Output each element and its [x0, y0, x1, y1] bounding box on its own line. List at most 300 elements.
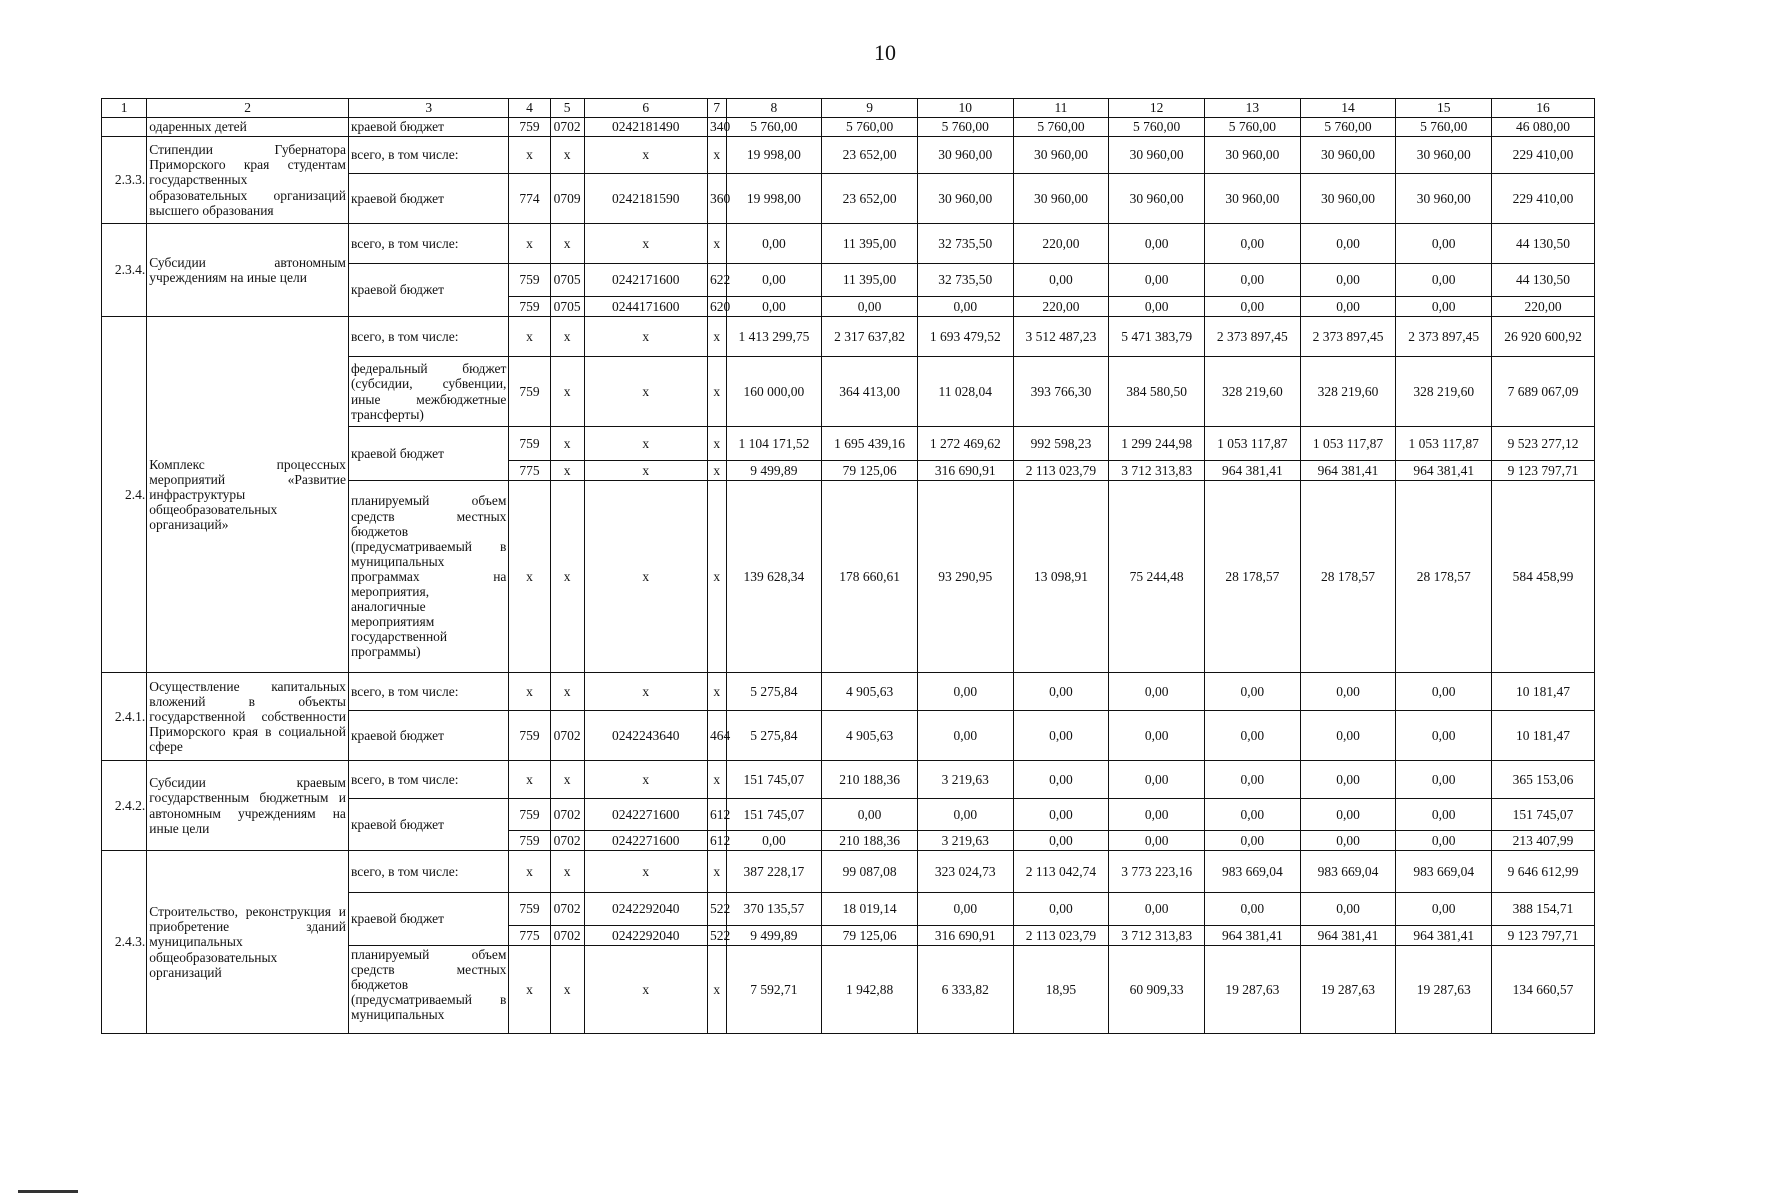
funding-source-cell: краевой бюджет: [348, 174, 509, 224]
amount-cell: 0,00: [1300, 264, 1396, 297]
amount-cell: 1 104 171,52: [726, 427, 822, 461]
amount-cell: 30 960,00: [1013, 174, 1109, 224]
code-cell: х: [550, 317, 584, 357]
code-cell: х: [584, 357, 707, 427]
amount-cell: 7 592,71: [726, 946, 822, 1034]
amount-cell: 0,00: [1300, 831, 1396, 851]
amount-cell: 0,00: [1300, 711, 1396, 761]
amount-cell: 5 760,00: [1109, 118, 1205, 137]
amount-cell: 0,00: [1396, 264, 1492, 297]
amount-cell: 3 219,63: [917, 761, 1013, 799]
table-row: [102, 224, 1595, 264]
total-cell: 9 646 612,99: [1492, 851, 1595, 893]
code-cell: 0242271600: [584, 799, 707, 831]
total-cell: 229 410,00: [1492, 174, 1595, 224]
total-cell: 584 458,99: [1492, 481, 1595, 673]
amount-cell: 3 712 313,83: [1109, 926, 1205, 946]
amount-cell: 387 228,17: [726, 851, 822, 893]
code-cell: х: [584, 427, 707, 461]
column-header: 16: [1492, 99, 1595, 118]
code-cell: 775: [509, 461, 550, 481]
amount-cell: 178 660,61: [822, 481, 918, 673]
code-cell: 0705: [550, 297, 584, 317]
amount-cell: 2 113 023,79: [1013, 926, 1109, 946]
column-numbers-row: [102, 99, 1595, 118]
amount-cell: 0,00: [1204, 799, 1300, 831]
amount-cell: 0,00: [822, 297, 918, 317]
amount-cell: 0,00: [726, 224, 822, 264]
event-name-cell: Стипендии Губернатора Приморского края студентам государственных образовательных организаций высшего образования: [147, 137, 349, 224]
amount-cell: 30 960,00: [1396, 174, 1492, 224]
column-header: 15: [1396, 99, 1492, 118]
amount-cell: 19 287,63: [1300, 946, 1396, 1034]
amount-cell: 0,00: [1013, 761, 1109, 799]
code-cell: х: [550, 357, 584, 427]
amount-cell: 30 960,00: [1109, 137, 1205, 174]
amount-cell: 0,00: [1013, 711, 1109, 761]
code-cell: 759: [509, 893, 550, 926]
amount-cell: 0,00: [1396, 224, 1492, 264]
amount-cell: 0,00: [1396, 711, 1492, 761]
amount-cell: 0,00: [726, 264, 822, 297]
amount-cell: 2 113 023,79: [1013, 461, 1109, 481]
amount-cell: 0,00: [1396, 297, 1492, 317]
code-cell: 759: [509, 297, 550, 317]
code-cell: х: [584, 673, 707, 711]
amount-cell: 1 272 469,62: [917, 427, 1013, 461]
amount-cell: 99 087,08: [822, 851, 918, 893]
amount-cell: 30 960,00: [1396, 137, 1492, 174]
amount-cell: 0,00: [726, 297, 822, 317]
funding-source-cell: всего, в том числе:: [348, 673, 509, 711]
amount-cell: 32 735,50: [917, 224, 1013, 264]
amount-cell: 30 960,00: [1204, 137, 1300, 174]
amount-cell: 5 760,00: [1396, 118, 1492, 137]
code-cell: х: [708, 851, 727, 893]
amount-cell: 328 219,60: [1396, 357, 1492, 427]
amount-cell: 5 760,00: [822, 118, 918, 137]
column-header: 6: [584, 99, 707, 118]
amount-cell: 0,00: [1109, 799, 1205, 831]
amount-cell: 3 712 313,83: [1109, 461, 1205, 481]
amount-cell: 5 275,84: [726, 673, 822, 711]
amount-cell: 983 669,04: [1396, 851, 1492, 893]
budget-table: [101, 98, 1595, 1034]
amount-cell: 0,00: [1396, 799, 1492, 831]
code-cell: 360: [708, 174, 727, 224]
code-cell: 759: [509, 831, 550, 851]
row-index-cell: 2.3.3.: [102, 137, 147, 224]
code-cell: х: [584, 224, 707, 264]
amount-cell: 5 760,00: [1013, 118, 1109, 137]
column-header: 13: [1204, 99, 1300, 118]
amount-cell: 13 098,91: [1013, 481, 1109, 673]
column-header: 5: [550, 99, 584, 118]
amount-cell: 0,00: [1300, 799, 1396, 831]
funding-source-cell: краевой бюджет: [348, 427, 509, 481]
amount-cell: 30 960,00: [1204, 174, 1300, 224]
code-cell: 0244171600: [584, 297, 707, 317]
amount-cell: 210 188,36: [822, 761, 918, 799]
amount-cell: 28 178,57: [1300, 481, 1396, 673]
total-cell: 7 689 067,09: [1492, 357, 1595, 427]
amount-cell: 0,00: [1109, 673, 1205, 711]
amount-cell: 9 499,89: [726, 926, 822, 946]
total-cell: 44 130,50: [1492, 224, 1595, 264]
amount-cell: 983 669,04: [1204, 851, 1300, 893]
amount-cell: 0,00: [1396, 761, 1492, 799]
amount-cell: 1 053 117,87: [1396, 427, 1492, 461]
column-header: 11: [1013, 99, 1109, 118]
code-cell: х: [550, 427, 584, 461]
code-cell: х: [708, 761, 727, 799]
code-cell: 0242243640: [584, 711, 707, 761]
code-cell: х: [584, 481, 707, 673]
amount-cell: 151 745,07: [726, 799, 822, 831]
total-cell: 365 153,06: [1492, 761, 1595, 799]
amount-cell: 0,00: [1109, 761, 1205, 799]
amount-cell: 19 287,63: [1204, 946, 1300, 1034]
code-cell: х: [708, 224, 727, 264]
amount-cell: 2 373 897,45: [1204, 317, 1300, 357]
amount-cell: 4 905,63: [822, 711, 918, 761]
column-header: 10: [917, 99, 1013, 118]
code-cell: х: [509, 481, 550, 673]
amount-cell: 0,00: [1109, 264, 1205, 297]
amount-cell: 0,00: [1109, 224, 1205, 264]
code-cell: х: [550, 761, 584, 799]
total-cell: 134 660,57: [1492, 946, 1595, 1034]
code-cell: х: [509, 137, 550, 174]
amount-cell: 3 512 487,23: [1013, 317, 1109, 357]
code-cell: х: [708, 137, 727, 174]
amount-cell: 1 299 244,98: [1109, 427, 1205, 461]
column-header: 7: [708, 99, 727, 118]
funding-source-cell: всего, в том числе:: [348, 224, 509, 264]
amount-cell: 3 219,63: [917, 831, 1013, 851]
column-header: 1: [102, 99, 147, 118]
row-index-cell: [102, 118, 147, 137]
amount-cell: 28 178,57: [1204, 481, 1300, 673]
code-cell: 620: [708, 297, 727, 317]
code-cell: 0242171600: [584, 264, 707, 297]
amount-cell: 1 053 117,87: [1300, 427, 1396, 461]
amount-cell: 2 113 042,74: [1013, 851, 1109, 893]
total-cell: 10 181,47: [1492, 711, 1595, 761]
code-cell: 775: [509, 926, 550, 946]
code-cell: 522: [708, 893, 727, 926]
amount-cell: 11 395,00: [822, 224, 918, 264]
amount-cell: 0,00: [1109, 831, 1205, 851]
amount-cell: 220,00: [1013, 297, 1109, 317]
funding-source-cell: краевой бюджет: [348, 799, 509, 851]
code-cell: 622: [708, 264, 727, 297]
amount-cell: 0,00: [1204, 761, 1300, 799]
amount-cell: 19 287,63: [1396, 946, 1492, 1034]
amount-cell: 30 960,00: [1300, 174, 1396, 224]
amount-cell: 30 960,00: [1300, 137, 1396, 174]
amount-cell: 220,00: [1013, 224, 1109, 264]
code-cell: 0242271600: [584, 831, 707, 851]
page-number: 10: [874, 40, 896, 65]
code-cell: 612: [708, 799, 727, 831]
code-cell: х: [550, 481, 584, 673]
code-cell: 759: [509, 264, 550, 297]
amount-cell: 11 395,00: [822, 264, 918, 297]
amount-cell: 0,00: [1109, 893, 1205, 926]
amount-cell: 0,00: [1204, 224, 1300, 264]
code-cell: х: [509, 761, 550, 799]
amount-cell: 9 499,89: [726, 461, 822, 481]
amount-cell: 0,00: [917, 297, 1013, 317]
table-row: [102, 118, 1595, 137]
amount-cell: 30 960,00: [917, 174, 1013, 224]
event-name-cell: Субсидии автономным учреждениям на иные цели: [147, 224, 349, 317]
amount-cell: 0,00: [1396, 673, 1492, 711]
amount-cell: 0,00: [1013, 264, 1109, 297]
amount-cell: 5 760,00: [1300, 118, 1396, 137]
code-cell: 0709: [550, 174, 584, 224]
amount-cell: 0,00: [1204, 893, 1300, 926]
amount-cell: 18 019,14: [822, 893, 918, 926]
funding-source-cell: планируемый объем средств местных бюджетов (предусматриваемый в муниципальных: [348, 946, 509, 1034]
total-cell: 9 123 797,71: [1492, 461, 1595, 481]
funding-source-cell: краевой бюджет: [348, 118, 509, 137]
amount-cell: 1 695 439,16: [822, 427, 918, 461]
funding-source-cell: всего, в том числе:: [348, 851, 509, 893]
amount-cell: 328 219,60: [1204, 357, 1300, 427]
amount-cell: 0,00: [917, 893, 1013, 926]
amount-cell: 0,00: [1204, 264, 1300, 297]
amount-cell: 0,00: [1204, 831, 1300, 851]
amount-cell: 210 188,36: [822, 831, 918, 851]
amount-cell: 1 693 479,52: [917, 317, 1013, 357]
code-cell: х: [584, 851, 707, 893]
code-cell: 759: [509, 427, 550, 461]
amount-cell: 32 735,50: [917, 264, 1013, 297]
amount-cell: 5 760,00: [1204, 118, 1300, 137]
code-cell: х: [509, 946, 550, 1034]
amount-cell: 364 413,00: [822, 357, 918, 427]
code-cell: 0242181490: [584, 118, 707, 137]
amount-cell: 79 125,06: [822, 461, 918, 481]
row-index-cell: 2.4.1.: [102, 673, 147, 761]
amount-cell: 0,00: [1204, 711, 1300, 761]
code-cell: х: [550, 137, 584, 174]
amount-cell: 30 960,00: [1013, 137, 1109, 174]
total-cell: 220,00: [1492, 297, 1595, 317]
amount-cell: 0,00: [917, 799, 1013, 831]
amount-cell: 316 690,91: [917, 926, 1013, 946]
row-index-cell: 2.3.4.: [102, 224, 147, 317]
total-cell: 151 745,07: [1492, 799, 1595, 831]
code-cell: 0702: [550, 711, 584, 761]
code-cell: х: [584, 946, 707, 1034]
amount-cell: 1 413 299,75: [726, 317, 822, 357]
code-cell: х: [708, 481, 727, 673]
amount-cell: 384 580,50: [1109, 357, 1205, 427]
code-cell: 612: [708, 831, 727, 851]
code-cell: 759: [509, 118, 550, 137]
amount-cell: 964 381,41: [1396, 926, 1492, 946]
code-cell: 0242292040: [584, 893, 707, 926]
code-cell: 0242181590: [584, 174, 707, 224]
amount-cell: 151 745,07: [726, 761, 822, 799]
amount-cell: 139 628,34: [726, 481, 822, 673]
amount-cell: 23 652,00: [822, 137, 918, 174]
code-cell: х: [509, 224, 550, 264]
column-header: 3: [348, 99, 509, 118]
code-cell: 774: [509, 174, 550, 224]
code-cell: х: [550, 673, 584, 711]
code-cell: х: [584, 761, 707, 799]
amount-cell: 2 373 897,45: [1396, 317, 1492, 357]
amount-cell: 0,00: [726, 831, 822, 851]
column-header: 9: [822, 99, 918, 118]
amount-cell: 0,00: [1300, 761, 1396, 799]
amount-cell: 28 178,57: [1396, 481, 1492, 673]
table-row: [102, 317, 1595, 357]
table-row: [102, 851, 1595, 893]
amount-cell: 93 290,95: [917, 481, 1013, 673]
event-name-cell: Осуществление капитальных вложений в объекты государственной собственности Приморского края в социальной сфере: [147, 673, 349, 761]
amount-cell: 19 998,00: [726, 137, 822, 174]
code-cell: х: [708, 427, 727, 461]
code-cell: 522: [708, 926, 727, 946]
amount-cell: 964 381,41: [1204, 926, 1300, 946]
amount-cell: 370 135,57: [726, 893, 822, 926]
code-cell: х: [550, 224, 584, 264]
total-cell: 9 523 277,12: [1492, 427, 1595, 461]
funding-source-cell: краевой бюджет: [348, 711, 509, 761]
amount-cell: 160 000,00: [726, 357, 822, 427]
code-cell: 759: [509, 799, 550, 831]
code-cell: х: [550, 946, 584, 1034]
column-header: 8: [726, 99, 822, 118]
code-cell: 0705: [550, 264, 584, 297]
amount-cell: 992 598,23: [1013, 427, 1109, 461]
amount-cell: 0,00: [1300, 224, 1396, 264]
amount-cell: 0,00: [1013, 799, 1109, 831]
code-cell: 340: [708, 118, 727, 137]
amount-cell: 983 669,04: [1300, 851, 1396, 893]
code-cell: 759: [509, 711, 550, 761]
code-cell: х: [584, 137, 707, 174]
column-header: 4: [509, 99, 550, 118]
funding-source-cell: всего, в том числе:: [348, 137, 509, 174]
code-cell: 0702: [550, 118, 584, 137]
amount-cell: 5 471 383,79: [1109, 317, 1205, 357]
amount-cell: 0,00: [1300, 673, 1396, 711]
code-cell: 0702: [550, 831, 584, 851]
amount-cell: 328 219,60: [1300, 357, 1396, 427]
code-cell: х: [708, 946, 727, 1034]
funding-source-cell: планируемый объем средств местных бюджетов (предусматриваемый в муниципальных программах на мероприятия, аналогичные мероприятиям государственной программы): [348, 481, 509, 673]
total-cell: 213 407,99: [1492, 831, 1595, 851]
amount-cell: 23 652,00: [822, 174, 918, 224]
funding-source-cell: всего, в том числе:: [348, 761, 509, 799]
amount-cell: 30 960,00: [1109, 174, 1205, 224]
code-cell: х: [708, 461, 727, 481]
amount-cell: 11 028,04: [917, 357, 1013, 427]
amount-cell: 0,00: [1013, 893, 1109, 926]
amount-cell: 30 960,00: [917, 137, 1013, 174]
code-cell: х: [708, 317, 727, 357]
code-cell: х: [584, 317, 707, 357]
column-header: 2: [147, 99, 349, 118]
amount-cell: 964 381,41: [1204, 461, 1300, 481]
amount-cell: 6 333,82: [917, 946, 1013, 1034]
amount-cell: 323 024,73: [917, 851, 1013, 893]
amount-cell: 5 760,00: [726, 118, 822, 137]
amount-cell: 0,00: [1396, 831, 1492, 851]
column-header: 12: [1109, 99, 1205, 118]
amount-cell: 60 909,33: [1109, 946, 1205, 1034]
amount-cell: 5 275,84: [726, 711, 822, 761]
amount-cell: 964 381,41: [1396, 461, 1492, 481]
row-index-cell: 2.4.3.: [102, 851, 147, 1034]
table-row: [102, 673, 1595, 711]
code-cell: 0702: [550, 799, 584, 831]
amount-cell: 0,00: [1204, 297, 1300, 317]
amount-cell: 79 125,06: [822, 926, 918, 946]
code-cell: 0242292040: [584, 926, 707, 946]
total-cell: 10 181,47: [1492, 673, 1595, 711]
amount-cell: 2 373 897,45: [1300, 317, 1396, 357]
amount-cell: 316 690,91: [917, 461, 1013, 481]
event-name-cell: Субсидии краевым государственным бюджетным и автономным учреждениям на иные цели: [147, 761, 349, 851]
code-cell: 759: [509, 357, 550, 427]
total-cell: 388 154,71: [1492, 893, 1595, 926]
funding-source-cell: всего, в том числе:: [348, 317, 509, 357]
row-index-cell: 2.4.2.: [102, 761, 147, 851]
amount-cell: 19 998,00: [726, 174, 822, 224]
amount-cell: 0,00: [917, 673, 1013, 711]
row-index-cell: 2.4.: [102, 317, 147, 673]
amount-cell: 1 942,88: [822, 946, 918, 1034]
amount-cell: 0,00: [1300, 893, 1396, 926]
total-cell: 26 920 600,92: [1492, 317, 1595, 357]
funding-source-cell: федеральный бюджет (субсидии, субвенции, иные межбюджетные трансферты): [348, 357, 509, 427]
event-name-cell: одаренных детей: [147, 118, 349, 137]
code-cell: х: [550, 461, 584, 481]
amount-cell: 3 773 223,16: [1109, 851, 1205, 893]
total-cell: 9 123 797,71: [1492, 926, 1595, 946]
code-cell: х: [584, 461, 707, 481]
amount-cell: 964 381,41: [1300, 926, 1396, 946]
amount-cell: 0,00: [1204, 673, 1300, 711]
total-cell: 46 080,00: [1492, 118, 1595, 137]
amount-cell: 0,00: [1109, 297, 1205, 317]
event-name-cell: Строительство, реконструкция и приобретение зданий муниципальных общеобразовательных организаций: [147, 851, 349, 1034]
amount-cell: 0,00: [1300, 297, 1396, 317]
funding-source-cell: краевой бюджет: [348, 264, 509, 317]
code-cell: х: [509, 851, 550, 893]
code-cell: х: [550, 851, 584, 893]
amount-cell: 18,95: [1013, 946, 1109, 1034]
event-name-cell: Комплекс процессных мероприятий «Развитие инфраструктуры общеобразовательных организаций»: [147, 317, 349, 673]
amount-cell: 0,00: [917, 711, 1013, 761]
code-cell: х: [509, 673, 550, 711]
amount-cell: 4 905,63: [822, 673, 918, 711]
amount-cell: 0,00: [1013, 831, 1109, 851]
code-cell: 464: [708, 711, 727, 761]
amount-cell: 0,00: [1109, 711, 1205, 761]
amount-cell: 75 244,48: [1109, 481, 1205, 673]
code-cell: 0702: [550, 893, 584, 926]
column-header: 14: [1300, 99, 1396, 118]
amount-cell: 393 766,30: [1013, 357, 1109, 427]
